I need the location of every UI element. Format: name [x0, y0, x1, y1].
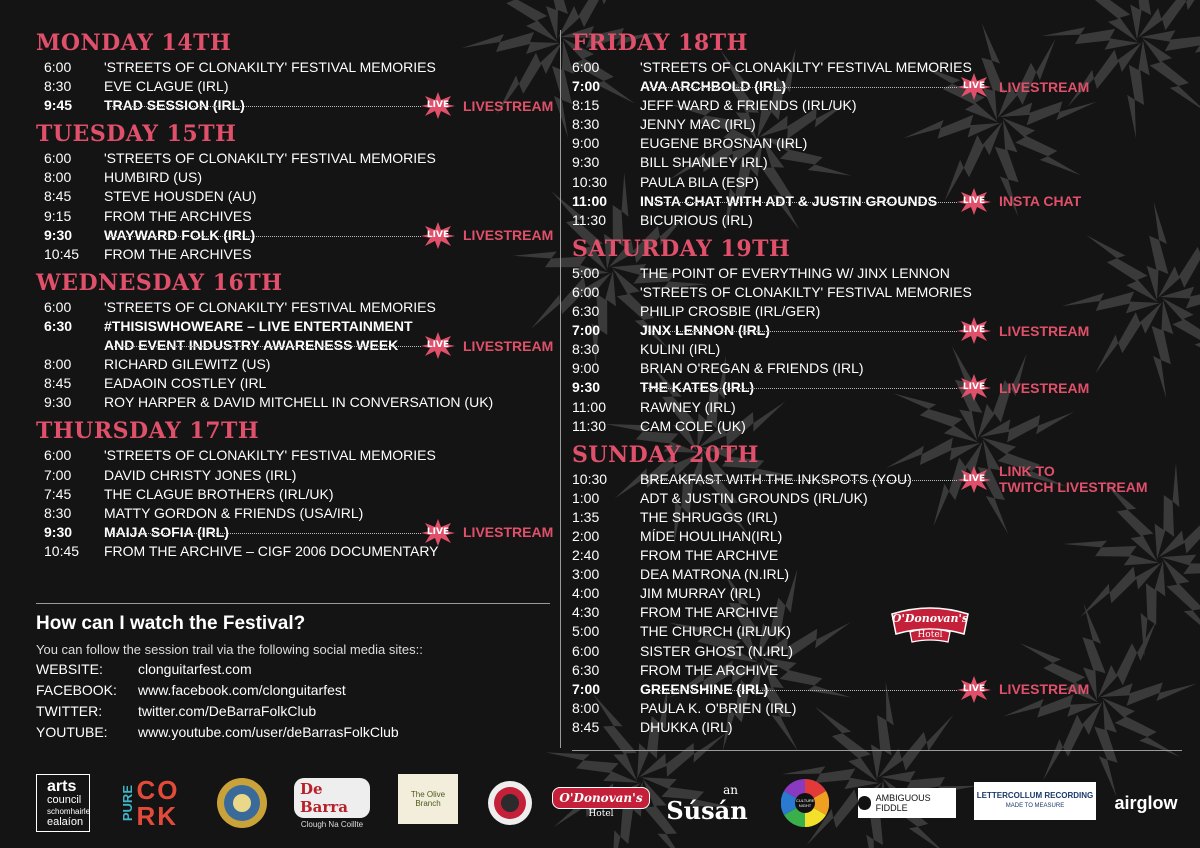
slot-time: 9:30 — [44, 523, 73, 540]
slot-act: 'STREETS OF CLONAKILTY' FESTIVAL MEMORIES — [640, 59, 972, 75]
livestream-text: LIVESTREAM — [463, 97, 554, 114]
how-to-watch-section — [36, 612, 556, 743]
slot-act: JINX LENNON (IRL) — [640, 322, 770, 339]
slot-act: JEFF WARD & FRIENDS (IRL/UK) — [640, 97, 857, 114]
slot-act: #THISISWHOWEARE – LIVE ENTERTAINMENT — [104, 317, 413, 334]
schedule-row — [572, 622, 1172, 641]
slot-act: CAM COLE (UK) — [640, 417, 746, 434]
slot-time: 10:30 — [572, 173, 608, 190]
livestream-text: LIVESTREAM — [999, 322, 1090, 339]
livestream-text: LIVESTREAM — [999, 681, 1090, 698]
social-site-row — [36, 722, 556, 743]
schedule-row — [572, 211, 1172, 230]
schedule-row — [572, 417, 1172, 436]
social-site-label: WEBSITE: — [36, 661, 103, 677]
slot-act: FROM THE ARCHIVE — [640, 547, 779, 564]
live-badge-text: LIVE — [426, 100, 450, 111]
slot-time: 9:30 — [44, 226, 73, 243]
how-to-watch-title: How can I watch the Festival? — [36, 613, 306, 634]
slot-time: 6:00 — [572, 283, 600, 300]
live-badge-text: LIVE — [962, 382, 986, 393]
slot-act: PAULA BILA (ESP) — [640, 173, 759, 190]
schedule-row — [572, 192, 1172, 211]
slot-time: 11:30 — [572, 417, 606, 434]
hotel-name: O'Donovan's — [891, 612, 969, 625]
slot-time: 7:00 — [44, 466, 72, 483]
arts-council-line3: schomhairle — [47, 806, 91, 816]
livestream-label — [463, 338, 553, 354]
slot-time: 4:00 — [572, 585, 600, 602]
slot-time: 11:00 — [572, 192, 608, 209]
livestream-text: LIVESTREAM — [463, 337, 554, 354]
leader-dots — [110, 533, 421, 534]
slot-time: 2:40 — [572, 547, 600, 564]
slot-act: PHILIP CROSBIE (IRL/GER) — [640, 303, 821, 320]
leader-dots — [646, 690, 957, 691]
slot-act: THE CHURCH (IRL/UK) — [640, 623, 791, 640]
slot-act: DAVID CHRISTY JONES (IRL) — [104, 466, 297, 483]
livestream-label — [999, 681, 1089, 697]
schedule-row — [572, 699, 1172, 718]
arts-council-line4: ealaíon — [47, 815, 84, 828]
slot-act: BRIAN O'REGAN & FRIENDS (IRL) — [640, 360, 864, 377]
schedule-row — [36, 58, 556, 77]
slot-act: MAIJA SOFIA (IRL) — [104, 523, 229, 540]
hotel-sub: Hotel — [917, 630, 943, 640]
schedule-row — [572, 115, 1172, 134]
slot-act: STEVE HOUSDEN (AU) — [104, 188, 257, 205]
schedule-row — [36, 336, 556, 355]
live-badge-text: LIVE — [962, 325, 986, 336]
schedule-row — [572, 546, 1172, 565]
slot-act: THE SHRUGGS (IRL) — [640, 508, 778, 525]
lettercollum-logo — [974, 782, 1096, 820]
de-barra-logo — [294, 774, 370, 832]
leader-dots — [646, 480, 957, 481]
slot-act: HUMBIRD (US) — [104, 169, 202, 186]
schedule-row — [36, 187, 556, 206]
slot-time: 10:45 — [44, 542, 80, 559]
social-site-link[interactable]: www.facebook.com/clonguitarfest — [138, 682, 346, 698]
schedule-row — [36, 523, 556, 542]
lettercollum-text: LETTERCOLLUM RECORDING — [976, 791, 1094, 800]
social-site-label: FACEBOOK: — [36, 682, 117, 698]
day-heading: THURSDAY 17TH — [36, 418, 260, 445]
slot-time: 8:45 — [44, 375, 72, 392]
arts-council-word: arts — [47, 777, 77, 795]
slot-act: JENNY MAC (IRL) — [640, 116, 756, 133]
fiddle-icon — [858, 796, 871, 810]
odonovans-logo — [558, 774, 644, 832]
schedule-row — [36, 542, 556, 561]
slot-act: 'STREETS OF CLONAKILTY' FESTIVAL MEMORIES — [104, 150, 436, 167]
live-badge-text: LIVE — [962, 683, 986, 694]
slot-act: AVA ARCHBOLD (IRL) — [640, 78, 787, 95]
livestream-text: LIVESTREAM — [999, 78, 1090, 95]
leader-dots — [646, 331, 957, 332]
livestream-text: INSTA CHAT — [999, 193, 1082, 210]
schedule-row — [572, 603, 1172, 622]
slot-act: FROM THE ARCHIVE — [640, 604, 779, 621]
an-susan-text: Súsán — [666, 796, 748, 825]
slot-time: 9:45 — [44, 97, 73, 114]
slot-act: 'STREETS OF CLONAKILTY' FESTIVAL MEMORIES — [104, 447, 436, 464]
day-heading: FRIDAY 18TH — [572, 30, 748, 56]
slot-time: 10:45 — [44, 245, 80, 262]
slot-time: 6:00 — [44, 150, 72, 167]
olive-branch-text: The Olive Branch — [410, 790, 446, 808]
de-barra-sub: Clough Na Coillte — [300, 819, 364, 829]
slot-time: 9:00 — [572, 135, 600, 152]
slot-time: 7:00 — [572, 680, 601, 697]
day-heading: SUNDAY 20TH — [572, 441, 759, 468]
leader-dots — [110, 106, 421, 107]
live-badge-text: LIVE — [962, 81, 986, 92]
schedule-row — [36, 374, 556, 393]
slot-time: 6:00 — [44, 447, 72, 464]
social-site-link[interactable]: www.youtube.com/user/deBarrasFolkClub — [138, 724, 399, 740]
schedule-row — [572, 96, 1172, 115]
schedule-row — [36, 355, 556, 374]
slot-time: 1:35 — [572, 508, 600, 525]
social-site-row — [36, 659, 556, 680]
section-divider-bottom — [572, 750, 1182, 751]
slot-act: FROM THE ARCHIVE – CIGF 2006 DOCUMENTARY — [104, 542, 439, 559]
slot-act: THE CLAGUE BROTHERS (IRL/UK) — [104, 485, 334, 502]
arts-council-line2: council — [47, 793, 82, 806]
livestream-text: LIVESTREAM — [999, 379, 1090, 396]
section-divider-left — [36, 603, 550, 604]
livestream-label — [463, 98, 553, 114]
slot-time: 8:45 — [44, 188, 72, 205]
slot-time: 9:30 — [572, 154, 600, 171]
schedule-row — [572, 584, 1172, 603]
slot-time: 11:30 — [572, 211, 606, 228]
livestream-text: LIVESTREAM — [463, 524, 554, 541]
odonovans-text: O'Donovan's — [552, 787, 649, 809]
leader-dots — [110, 346, 421, 347]
schedule-row — [572, 489, 1172, 508]
schedule-row — [572, 321, 1172, 340]
odonovans-sub: Hotel — [588, 809, 614, 819]
slot-act: THE POINT OF EVERYTHING W/ JINX LENNON — [640, 264, 950, 281]
an-susan-an: an — [723, 783, 738, 797]
day-heading: WEDNESDAY 16TH — [36, 269, 283, 296]
livestream-label — [999, 380, 1089, 396]
live-badge-text: LIVE — [962, 473, 986, 484]
olive-branch-logo — [398, 774, 458, 824]
social-site-link[interactable]: clonguitarfest.com — [138, 661, 252, 677]
social-site-row — [36, 701, 556, 722]
pure-cork-logo — [118, 774, 190, 832]
livestream-label — [999, 193, 1081, 209]
slot-time: 6:00 — [44, 298, 72, 315]
social-site-link[interactable]: twitter.com/DeBarraFolkClub — [138, 703, 317, 719]
schedule-row — [572, 283, 1172, 302]
slot-act: 'STREETS OF CLONAKILTY' FESTIVAL MEMORIES — [104, 59, 436, 75]
pure-text: PURE — [119, 784, 135, 822]
slot-time: 8:00 — [572, 699, 600, 716]
slot-act: FROM THE ARCHIVE — [640, 661, 779, 678]
livestream-label — [463, 524, 553, 540]
airglow-logo — [1110, 774, 1182, 832]
slot-time: 8:30 — [572, 116, 600, 133]
slot-time: 8:15 — [572, 97, 600, 114]
slot-act: 'STREETS OF CLONAKILTY' FESTIVAL MEMORIES — [104, 298, 436, 315]
slot-act: FROM THE ARCHIVES — [104, 207, 252, 224]
slot-time: 6:30 — [44, 317, 73, 334]
schedule-row — [36, 168, 556, 187]
brewery-roundel-logo — [486, 774, 534, 832]
schedule-row — [572, 508, 1172, 527]
slot-act: WAYWARD FOLK (IRL) — [104, 226, 256, 243]
slot-time: 8:30 — [44, 504, 72, 521]
ambiguous-fiddle-text: AMBIGUOUS FIDDLE — [875, 793, 931, 813]
lettercollum-sub: MADE TO MEASURE — [1005, 803, 1065, 809]
live-badge-text: LIVE — [426, 229, 450, 240]
slot-act: BILL SHANLEY IRL) — [640, 154, 768, 171]
slot-act: THE KATES (IRL) — [640, 379, 755, 396]
schedule-row — [36, 226, 556, 245]
schedule-row — [36, 466, 556, 485]
slot-act: 'STREETS OF CLONAKILTY' FESTIVAL MEMORIES — [640, 283, 972, 300]
slot-time: 8:00 — [44, 356, 72, 373]
slot-act: EADAOIN COSTLEY (IRL — [104, 375, 267, 392]
slot-time: 10:30 — [572, 470, 608, 487]
slot-act: AND EVENT INDUSTRY AWARENESS WEEK — [104, 337, 399, 354]
slot-time: 6:00 — [44, 59, 72, 75]
schedule-row — [572, 340, 1172, 359]
schedule-row — [36, 485, 556, 504]
schedule-row — [572, 680, 1172, 699]
slot-time: 8:00 — [44, 169, 72, 186]
slot-act: EUGENE BROSNAN (IRL) — [640, 135, 808, 152]
culture-night-text: CULTURE NIGHT — [796, 798, 815, 808]
social-site-label: YOUTUBE: — [36, 724, 108, 740]
slot-time: 8:30 — [572, 341, 600, 358]
live-badge-text: LIVE — [962, 195, 986, 206]
slot-act: ROY HARPER & DAVID MITCHELL IN CONVERSATION (UK) — [104, 394, 494, 411]
slot-act: FROM THE ARCHIVES — [104, 245, 252, 262]
slot-time: 6:30 — [572, 661, 600, 678]
slot-act: RICHARD GILEWITZ (US) — [104, 356, 271, 373]
slot-time: 7:00 — [572, 322, 601, 339]
slot-act: KULINI (IRL) — [640, 341, 721, 358]
slot-act: MÍDE HOULIHAN(IRL) — [640, 527, 783, 544]
schedule-row — [572, 77, 1172, 96]
slot-time: 5:00 — [572, 264, 600, 281]
schedule-row — [572, 134, 1172, 153]
livestream-marker — [421, 92, 553, 119]
leader-dots — [110, 236, 421, 237]
social-site-label: TWITTER: — [36, 703, 103, 719]
schedule-row — [36, 245, 556, 264]
leader-dots — [646, 202, 957, 203]
schedule-row — [572, 642, 1172, 661]
ambiguous-fiddle-logo — [858, 788, 956, 818]
livestream-text: LIVESTREAM — [463, 227, 554, 244]
slot-time: 3:00 — [572, 566, 600, 583]
slot-act: ADT & JUSTIN GROUNDS (IRL/UK) — [640, 489, 868, 506]
live-badge-icon — [421, 92, 455, 119]
slot-act: MATTY GORDON & FRIENDS (USA/IRL) — [104, 504, 364, 521]
slot-act: PAULA K. O'BRIEN (IRL) — [640, 699, 797, 716]
slot-time: 8:30 — [44, 78, 72, 95]
schedule-row — [572, 378, 1172, 397]
schedule-row — [36, 446, 556, 465]
schedule-right-column — [572, 30, 1172, 743]
slot-act: SISTER GHOST (N.IRL) — [640, 642, 793, 659]
slot-time: 7:45 — [44, 485, 72, 502]
slot-time: 2:00 — [572, 527, 600, 544]
slot-time: 11:00 — [572, 398, 606, 415]
how-to-watch-intro: You can follow the session trail via the following social media sites:: — [36, 642, 423, 657]
slot-time: 9:30 — [572, 379, 601, 396]
slot-act: DHUKKA (IRL) — [640, 718, 733, 735]
livestream-label — [999, 79, 1089, 95]
livestream-text-2: TWITCH LIVESTREAM — [999, 479, 1148, 496]
slot-time: 9:15 — [44, 207, 72, 224]
slot-time: 4:30 — [572, 604, 600, 621]
day-heading: TUESDAY 15TH — [36, 121, 237, 148]
schedule-row — [572, 463, 1172, 496]
slot-time: 9:30 — [44, 394, 72, 411]
slot-act: GREENSHINE (IRL) — [640, 680, 769, 697]
livestream-label — [999, 323, 1089, 339]
airglow-text: airglow — [1114, 792, 1178, 813]
schedule-row — [572, 173, 1172, 192]
slot-time: 8:45 — [572, 718, 600, 735]
de-barra-text: De Barra — [294, 778, 370, 818]
schedule-row — [36, 393, 556, 412]
schedule-row — [572, 264, 1172, 283]
slot-time: 6:00 — [572, 642, 600, 659]
schedule-row — [572, 398, 1172, 417]
slot-act: JIM MURRAY (IRL) — [640, 585, 761, 602]
livestream-text: LINK TO — [999, 463, 1055, 480]
sponsor-logo-strip — [0, 766, 1200, 836]
slot-time: 1:00 — [572, 489, 600, 506]
slot-act: RAWNEY (IRL) — [640, 398, 736, 415]
slot-act: BICURIOUS (IRL) — [640, 211, 753, 228]
day-heading: SATURDAY 19TH — [572, 235, 791, 262]
leader-dots — [646, 388, 957, 389]
culture-night-logo — [780, 774, 830, 832]
schedule-row — [572, 565, 1172, 584]
social-site-row — [36, 680, 556, 701]
arts-council-logo — [36, 774, 90, 832]
schedule-row — [36, 96, 556, 115]
slot-time: 7:00 — [572, 78, 601, 95]
slot-act: EVE CLAGUE (IRL) — [104, 78, 229, 95]
schedule-left-column — [36, 30, 556, 567]
live-badge-text: LIVE — [426, 526, 450, 537]
schedule-row — [36, 149, 556, 168]
livestream-label — [463, 227, 553, 243]
schedule-row — [572, 153, 1172, 172]
slot-time: 5:00 — [572, 623, 600, 640]
column-divider — [560, 30, 561, 748]
schedule-row — [572, 527, 1172, 546]
live-badge-text: LIVE — [426, 340, 450, 351]
leader-dots — [646, 87, 957, 88]
odonovans-hotel-badge — [888, 604, 972, 646]
schedule-row — [572, 718, 1172, 737]
slot-time: 6:00 — [572, 59, 600, 75]
schedule-row — [36, 298, 556, 317]
slot-act: BREAKFAST WITH THE INKSPOTS (YOU) — [640, 470, 912, 487]
slot-act: TRAD SESSION (IRL) — [104, 97, 245, 114]
slot-act: DEA MATRONA (N.IRL) — [640, 566, 790, 583]
slot-act: INSTA CHAT WITH ADT & JUSTIN GROUNDS — [640, 192, 938, 209]
an-susan-logo — [664, 774, 750, 832]
slot-time: 6:30 — [572, 303, 600, 320]
slot-time: 9:00 — [572, 360, 600, 377]
county-seal-logo — [214, 774, 270, 832]
day-heading: MONDAY 14TH — [36, 30, 232, 56]
cork-text: CORK — [136, 775, 180, 831]
